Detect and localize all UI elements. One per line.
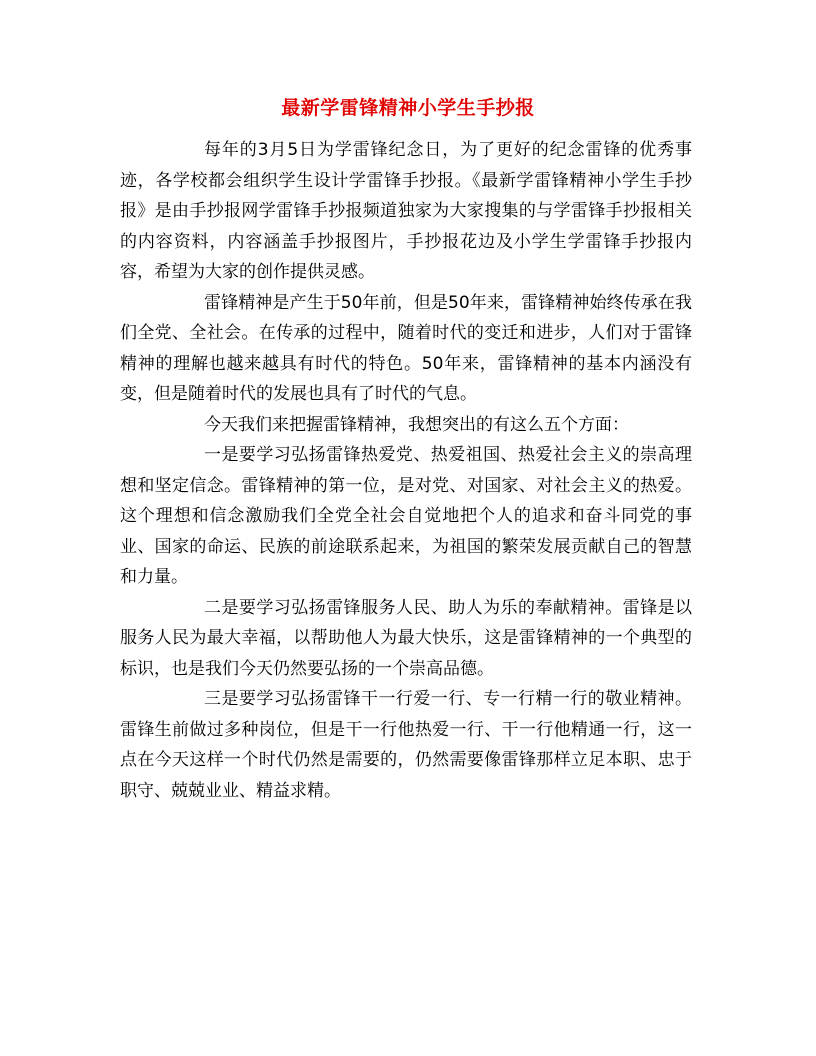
paragraph-aspect-three: 三是要学习弘扬雷锋干一行爱一行、专一行精一行的敬业精神。雷锋生前做过多种岗位，但是干一行他热爱一行、干一行他精通一行，这一点在今天这样一个时代仍然是需要的，仍然需要像雷锋那样立足本职、忠于职守、兢兢业业、精益求精。 bbox=[120, 689, 692, 801]
paragraph-five-aspects: 今天我们来把握雷锋精神，我想突出的有这么五个方面： bbox=[204, 414, 629, 435]
document-body bbox=[120, 135, 692, 806]
paragraph-aspect-one: 一是要学习弘扬雷锋热爱党、热爱祖国、热爱社会主义的崇高理想和坚定信念。雷锋精神的第一位，是对党、对国家、对社会主义的热爱。这个理想和信念激励我们全党全社会自觉地把个人的追求和奋斗同党的事业、国家的命运、民族的前途联系起来，为祖国的繁荣发展贡献自己的智慧和力量。 bbox=[120, 445, 692, 587]
paragraph-spirit-history: 雷锋精神是产生于50年前，但是50年来，雷锋精神始终传承在我们全党、全社会。在传承的过程中，随着时代的变迁和进步，人们对于雷锋精神的理解也越来越具有时代的特色。50年来，雷锋精神的基本内涵没有变，但是随着时代的发展也具有了时代的气息。 bbox=[120, 292, 692, 404]
document-title: 最新学雷锋精神小学生手抄报 bbox=[281, 97, 535, 119]
paragraph-aspect-two: 二是要学习弘扬雷锋服务人民、助人为乐的奉献精神。雷锋是以服务人民为最大幸福，以帮助他人为最大快乐，这是雷锋精神的一个典型的标识，也是我们今天仍然要弘扬的一个崇高品德。 bbox=[120, 597, 692, 679]
paragraph-intro: 每年的3月5日为学雷锋纪念日，为了更好的纪念雷锋的优秀事迹，各学校都会组织学生设计学雷锋手抄报。《最新学雷锋精神小学生手抄报》是由手抄报网学雷锋手抄报频道独家为大家搜集的与学雷锋手抄报相关的内容资料，内容涵盖手抄报图片，手抄报花边及小学生学雷锋手抄报内容，希望为大家的创作提供灵感。 bbox=[120, 140, 692, 282]
